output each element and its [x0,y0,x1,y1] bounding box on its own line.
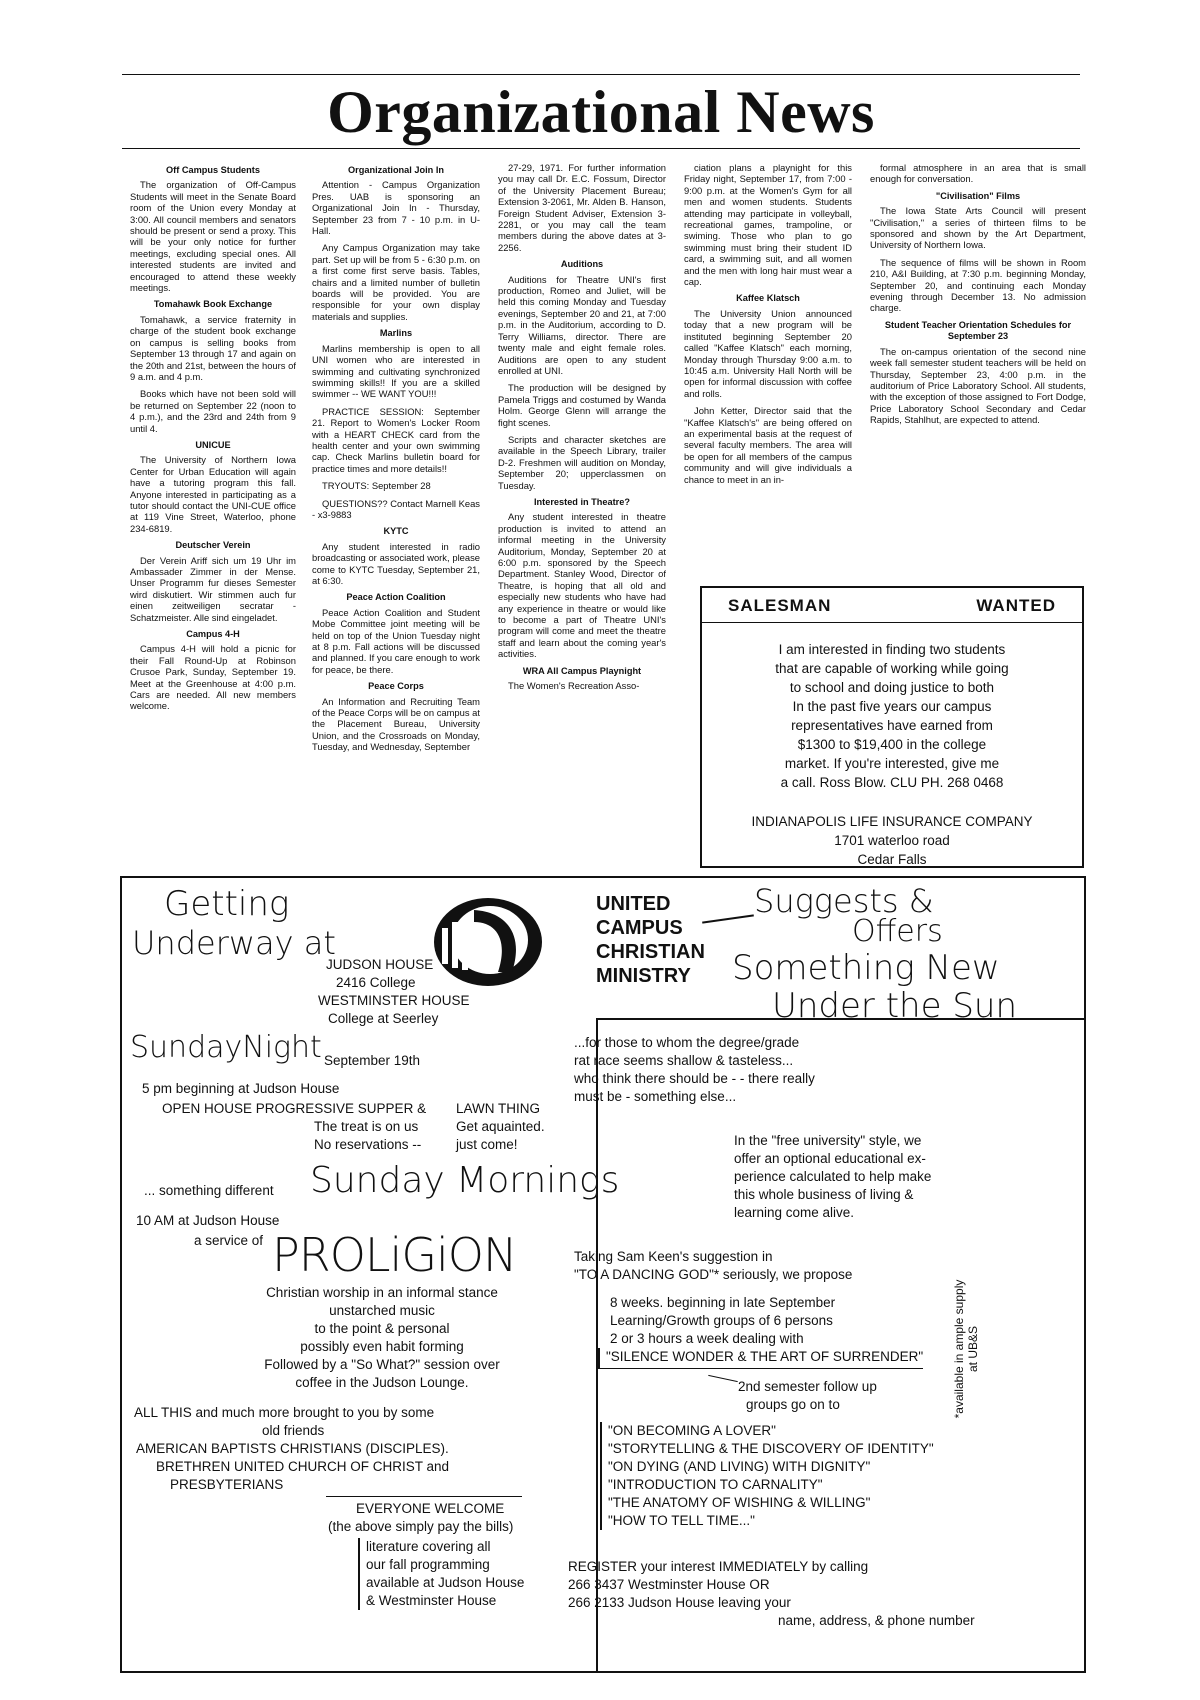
everyone-welcome: EVERYONE WELCOME [356,1501,505,1516]
article-paragraph: The Women's Recreation Asso- [508,680,640,692]
five-pm-line: 5 pm beginning at Judson House [142,1081,340,1096]
weeks-line: 8 weeks. beginning in late September [610,1295,836,1310]
article-paragraph: The sequence of films will be shown in Room 210, A&I Building, at 7:30 p.m. beginning Monday, September 20, and continuing each Monday evening through December 13. No admission charge. [870,256,1086,314]
no-reservations-line: No reservations -- [314,1137,422,1152]
seerley-label: College at Seerley [328,1011,439,1026]
ad-city: Cedar Falls [857,852,927,867]
article-paragraph: ciation plans a playnight for this Friday night, September 17, from 7:00 - 9:00 p.m. at the Women's Gym for all men and women students. Students attending may participate in volleyball, recreational games, trampoline, or swiming. Those who plan to go swimming must bring their student ID card, a swimming suit, and all women and the men with long hair must wear a cap. [684,162,852,288]
article-paragraph: formal atmosphere in an area that is small enough for conversation. [870,162,1086,185]
campus-ministry-ad [120,876,1086,1673]
article-paragraph: Marlins membership is open to all UNI women who are interested in swimming and cultivating synchronized swimming skills!! If you are a skilled swimmer -- WE WANT YOU!!! [312,342,480,400]
weeks-block [610,1294,835,1348]
article-paragraph: Auditions for Theatre UNI's first production, Romeo and Juliet, will be held this coming Monday and Tuesday evenings, September 20 and 21, at 7:00 p.m. in the Auditorium, according to D. Terry Williams, director. There are twenty male and eight female roles. Auditions are open to any student enrolled at UNI. [498,273,666,376]
ministry-name-line: CHRISTIAN [596,941,705,963]
college-address: 2416 College [336,975,416,990]
article-heading: Campus 4-H [186,629,240,640]
article-heading: Tomahawk Book Exchange [153,299,273,310]
worship-line: coffee in the Judson Lounge. [295,1375,469,1390]
brethren-line: BRETHREN UNITED CHURCH OF CHRIST and [156,1459,450,1474]
available-note: *available in ample supply at UB&S [952,1279,980,1419]
topic-line: "HOW TO TELL TIME..." [608,1513,755,1528]
article-heading: Student Teacher Orientation Schedules for September 23 [884,319,1072,342]
topic-line: "STORYTELLING & THE DISCOVERY OF IDENTITY" [608,1441,934,1456]
article-paragraph: An Information and Recruiting Team of the Peace Corps will be on campus at the Placement Bureau, University Union, and the Crossroads on Monday, Tuesday, and Wednesday, September [312,695,480,753]
literature-line: available at Judson House [366,1575,525,1590]
article-paragraph: QUESTIONS?? Contact Marnell Keas - x3-9883 [312,497,480,520]
ad-line: In the past five years our campus [792,699,992,714]
article-paragraph: 27-29, 1971. For further information you may call Dr. E.C. Fossum, Director of the University Placement Bureau; Extension 3-2061, Mr. Alden B. Hanson, Foreign Student Adviser, Extension 3-2281, or you may call the team members during the above dates at 3-2256. [498,162,666,253]
open-house-line: OPEN HOUSE PROGRESSIVE SUPPER & [162,1101,427,1116]
article-heading: UNICUE [195,439,231,450]
topic-line: "INTRODUCTION TO CARNALITY" [608,1477,823,1492]
article-paragraph: The organization of Off-Campus Students will meet in the Senate Board room of the Union every Monday at 3:00. All council members and senators should be present or send a proxy. This will be your only notice for further meetings, excluding special ones. All interested students are invited and encouraged to attend these weekly meetings. [130,179,296,294]
top-rule [122,74,1080,75]
register-line: REGISTER your interest IMMEDIATELY by calling [568,1559,869,1574]
ad-line: representatives have earned from [791,718,993,733]
worship-line: Followed by a "So What?" session over [264,1357,500,1372]
ad-address: 1701 waterloo road [834,833,950,848]
sept-19-label: September 19th [324,1053,421,1068]
news-column-3 [498,162,666,862]
literature-line: literature covering all [366,1539,491,1554]
free-univ-line: perience calculated to help make [734,1169,932,1184]
article-paragraph: Any Campus Organization may take part. Set up will be from 5 - 6:30 p.m. on a first come first serve basis. Tables, chairs and a limited number of bulletin boards will be provided. You are responsible for your own display materials and supplies. [312,242,480,322]
worship-line: unstarched music [329,1303,435,1318]
baptists-line: AMERICAN BAPTISTS CHRISTIANS (DISCIPLES). [136,1441,449,1456]
article-heading: Interested in Theatre? [534,496,630,507]
phone-judson: 266 2133 Judson House leaving your [568,1595,791,1610]
acquainted-line: Get aquainted. [456,1119,545,1134]
article-paragraph: Any student interested in theatre production is invited to attend an informal meeting in the University Auditorium, Monday, September 20 at 6:00 p.m. sponsored by the Speech Department. Stanley Wood, Director of Theatre, is hoping that all old and especially new students who have had any experience in theatre or would like to become a part of Theatre UNI's program will come and meet the theatre staff and learn about the coming year's activities. [498,511,666,660]
salesman-wanted-ad [700,586,1084,868]
article-paragraph: Scripts and character sketches are available in the Speech Library, trailer D-2. Freshmen will audition on Monday, September 20; upperclassmen on Tuesday. [498,433,666,491]
lawn-thing-line: LAWN THING [456,1101,541,1116]
pay-bills-line: (the above simply pay the bills) [328,1519,514,1534]
article-paragraph: PRACTICE SESSION: September 21. Report to Women's Locker Room with a HEART CHECK card from the health center and your own swimming cap. Check Marlins bulletin board for practice times and more details!! [312,405,480,474]
worship-line: to the point & personal [314,1321,450,1336]
article-heading: Kaffee Klatsch [736,293,800,304]
free-univ-line: this whole business of living & [734,1187,914,1202]
article-paragraph: Campus 4-H will hold a picnic for their Fall Round-Up at Robinson Crusoe Park, Sunday, September 19. Meet at the Greenhouse at 4:00 p.m. Cars are needed. All new members welcome. [130,643,296,712]
ministry-name-line: UNITED [596,893,671,915]
just-come-line: just come! [456,1137,518,1152]
old-friends-line: old friends [262,1423,325,1438]
prolicion-heading: PROLiGiON [272,1228,517,1282]
article-heading: Peace Action Coalition [346,592,446,603]
dash-rule [702,914,754,923]
ministry-name-line: MINISTRY [596,965,691,987]
article-paragraph: The on-campus orientation of the second nine week fall semester student teachers will be held on Thursday, September 23, 4:00 p.m. in the auditorium of Price Laboratory School. All students, with the exception of those assigned to Fort Dodge, Price Laboratory School Secondary and Cedar Rapids, Stahlhut, are expected to attend. [870,345,1086,426]
ad-line: I am interested in finding two students [778,642,1006,657]
title-rule [122,148,1080,149]
second-semester-line: 2nd semester follow up [738,1379,877,1394]
worship-block [252,1284,512,1392]
literature-line: our fall programming [366,1557,490,1572]
degree-block [574,1034,815,1106]
ad-line: a call. Ross Blow. CLU PH. 268 0468 [780,775,1004,790]
presbyterians-line: PRESBYTERIANS [170,1477,284,1492]
news-column-1 [130,162,296,862]
free-univ-line: offer an optional educational ex- [734,1151,926,1166]
ad-line: to school and doing justice to both [789,680,995,695]
degree-line: rat race seems shallow & tasteless... [574,1053,794,1068]
page-title: Organizational News [327,79,875,145]
literature-block [358,1538,524,1610]
offers-heading: Offers [852,914,943,949]
worship-line: possibly even habit forming [300,1339,464,1354]
article-paragraph: Peace Action Coalition and Student Mobe Committee joint meeting will be held on top of the Union Tuesday night at 8 p.m. Fall actions will be discussed and planned. If you care enough to work for peace, be there. [312,606,480,675]
article-heading: KYTC [383,526,409,537]
news-column-4 [684,162,852,587]
dancing-god-line: "TO A DANCING GOD"* seriously, we propose [574,1267,853,1282]
article-paragraph: The Iowa State Arts Council will present "Civilisation," a series of thirteen films to be sponsored and shown by the Art Department, University of Northern Iowa. [870,205,1086,251]
something-new-heading: Something New [732,948,1000,988]
keen-line: Taking Sam Keen's suggestion in [574,1249,773,1264]
groups-go-line: groups go on to [746,1397,840,1412]
welcome-rule [326,1496,522,1497]
topics-block [600,1422,934,1530]
sunday-mornings-heading: Sunday Mornings [310,1160,620,1201]
name-address-line: name, address, & phone number [778,1613,975,1628]
free-univ-line: learning come alive. [734,1205,855,1220]
free-univ-line: In the "free university" style, we [734,1133,922,1148]
news-column-5 [870,162,1086,582]
article-heading: Organizational Join In [348,165,444,175]
article-paragraph: Books which have not been sold will be returned on September 22 (noon to 4 p.m.), and the 23rd and 24th from 9 until 4. [130,388,296,434]
ad-wanted: WANTED [976,596,1056,615]
topic-line: "ON DYING (AND LIVING) WITH DIGNITY" [608,1459,871,1474]
weeks-line: Learning/Growth groups of 6 persons [610,1313,833,1328]
ad-body [712,640,1072,869]
article-heading: "Civilisation" Films [935,190,1021,201]
article-paragraph: The production will be designed by Pamela Triggs and costumed by Wanda Holm. George Glenn will arrange the fight scenes. [498,382,666,428]
article-heading: Peace Corps [368,681,424,692]
article-paragraph: TRYOUTS: September 28 [322,480,431,492]
treat-line: The treat is on us [314,1119,419,1134]
degree-line: who think there should be - - there really [574,1071,815,1086]
article-heading: WRA All Campus Playnight [522,665,642,676]
literature-line: & Westminster House [366,1593,497,1608]
article-paragraph: John Ketter, Director said that the "Kaffee Klatsch's" are being offered on an experimental basis at the request of several faculty members. The area will be open for all members of the campus community and will give individuals a chance to meet in an in- [684,405,852,485]
ad-line: that are capable of working while going [775,661,1009,676]
ad-salesman: SALESMAN [728,596,832,615]
ad-company: INDIANAPOLIS LIFE INSURANCE COMPANY [751,814,1033,829]
sunday-night-heading: SundayNight [130,1030,322,1065]
topic-line: "ON BECOMING A LOVER" [608,1423,776,1438]
degree-line: ...for those to whom the degree/grade [574,1035,800,1050]
degree-line: must be - something else... [574,1089,737,1104]
getting-heading: Getting [164,884,290,924]
all-this-line: ALL THIS and much more brought to you by some [134,1405,435,1420]
article-paragraph: The University Union announced today that a new program will be instituted beginning September 20 called "Kaffee Klatsch" each morning, Monday through Thursday 9:00 a.m. to 10:45 a.m. University Hall North will be open for informal discussion with coffee and rolls. [684,307,852,399]
news-column-2 [312,162,480,874]
ad-header [702,588,1082,623]
arrow-rule [708,1375,738,1382]
free-university-block [734,1132,931,1222]
under-sun-heading: Under the Sun [772,986,1018,1026]
service-of-line: a service of [194,1233,264,1248]
something-different-line: ... something different [144,1183,274,1198]
suggests-heading: Suggests & [754,882,934,920]
article-heading: Off Campus Students [166,165,260,175]
article-paragraph: The University of Northern Iowa Center for Urban Education will again have a tutoring program this fall. Anyone interested in participating as a tutor should contact the UNI-CUE office at 119 Vine Street, Waterloo, phone 234-6819. [130,454,296,534]
ad-line: $1300 to $19,400 in the college [797,737,987,752]
article-paragraph: Attention - Campus Organization Pres. UAB is sponsoring an Organizational Join In - Thursday, September 23 from 7 - 10 p.m. in U-Hall. [312,179,480,237]
article-heading: Marlins [379,328,413,339]
judson-house-label: JUDSON HOUSE [326,957,434,972]
ministry-name [596,892,705,988]
weeks-line: 2 or 3 hours a week dealing with [610,1331,804,1346]
article-paragraph: Any student interested in radio broadcasting or associated work, please come to KYTC Tuesday, September 21, at 6:30. [312,540,480,586]
topic-line: "THE ANATOMY OF WISHING & WILLING" [608,1495,871,1510]
underway-heading: Underway at [132,924,336,962]
article-paragraph: Tomahawk, a service fraternity in charge of the student book exchange on campus is selling books from September 13 through 17 and again on the 20th and 21st, between the hours of 9 a.m. and 4 p.m. [130,313,296,382]
silence-line: "SILENCE WONDER & THE ART OF SURRENDER" [598,1348,923,1369]
westminster-label: WESTMINSTER HOUSE [318,993,470,1008]
ad-line: market. If you're interested, give me [784,756,1000,771]
ministry-name-line: CAMPUS [596,917,683,939]
ten-am-line: 10 AM at Judson House [136,1213,280,1228]
article-heading: Auditions [560,259,604,270]
worship-line: Christian worship in an informal stance [266,1285,498,1300]
ministry-logo-icon [428,892,546,990]
article-paragraph: Der Verein Ariff sich um 19 Uhr im Ambassader Zimmer in der Mense. Unser Programm fur dieses Semester wird diskutiert. Wir stimmen auch fur einen zeitweiligen secratar - Schatzmeister. Alle sind eingeladet. [130,554,296,623]
phone-westminster: 266 3437 Westminster House OR [568,1577,770,1592]
article-heading: Deutscher Verein [175,540,251,551]
